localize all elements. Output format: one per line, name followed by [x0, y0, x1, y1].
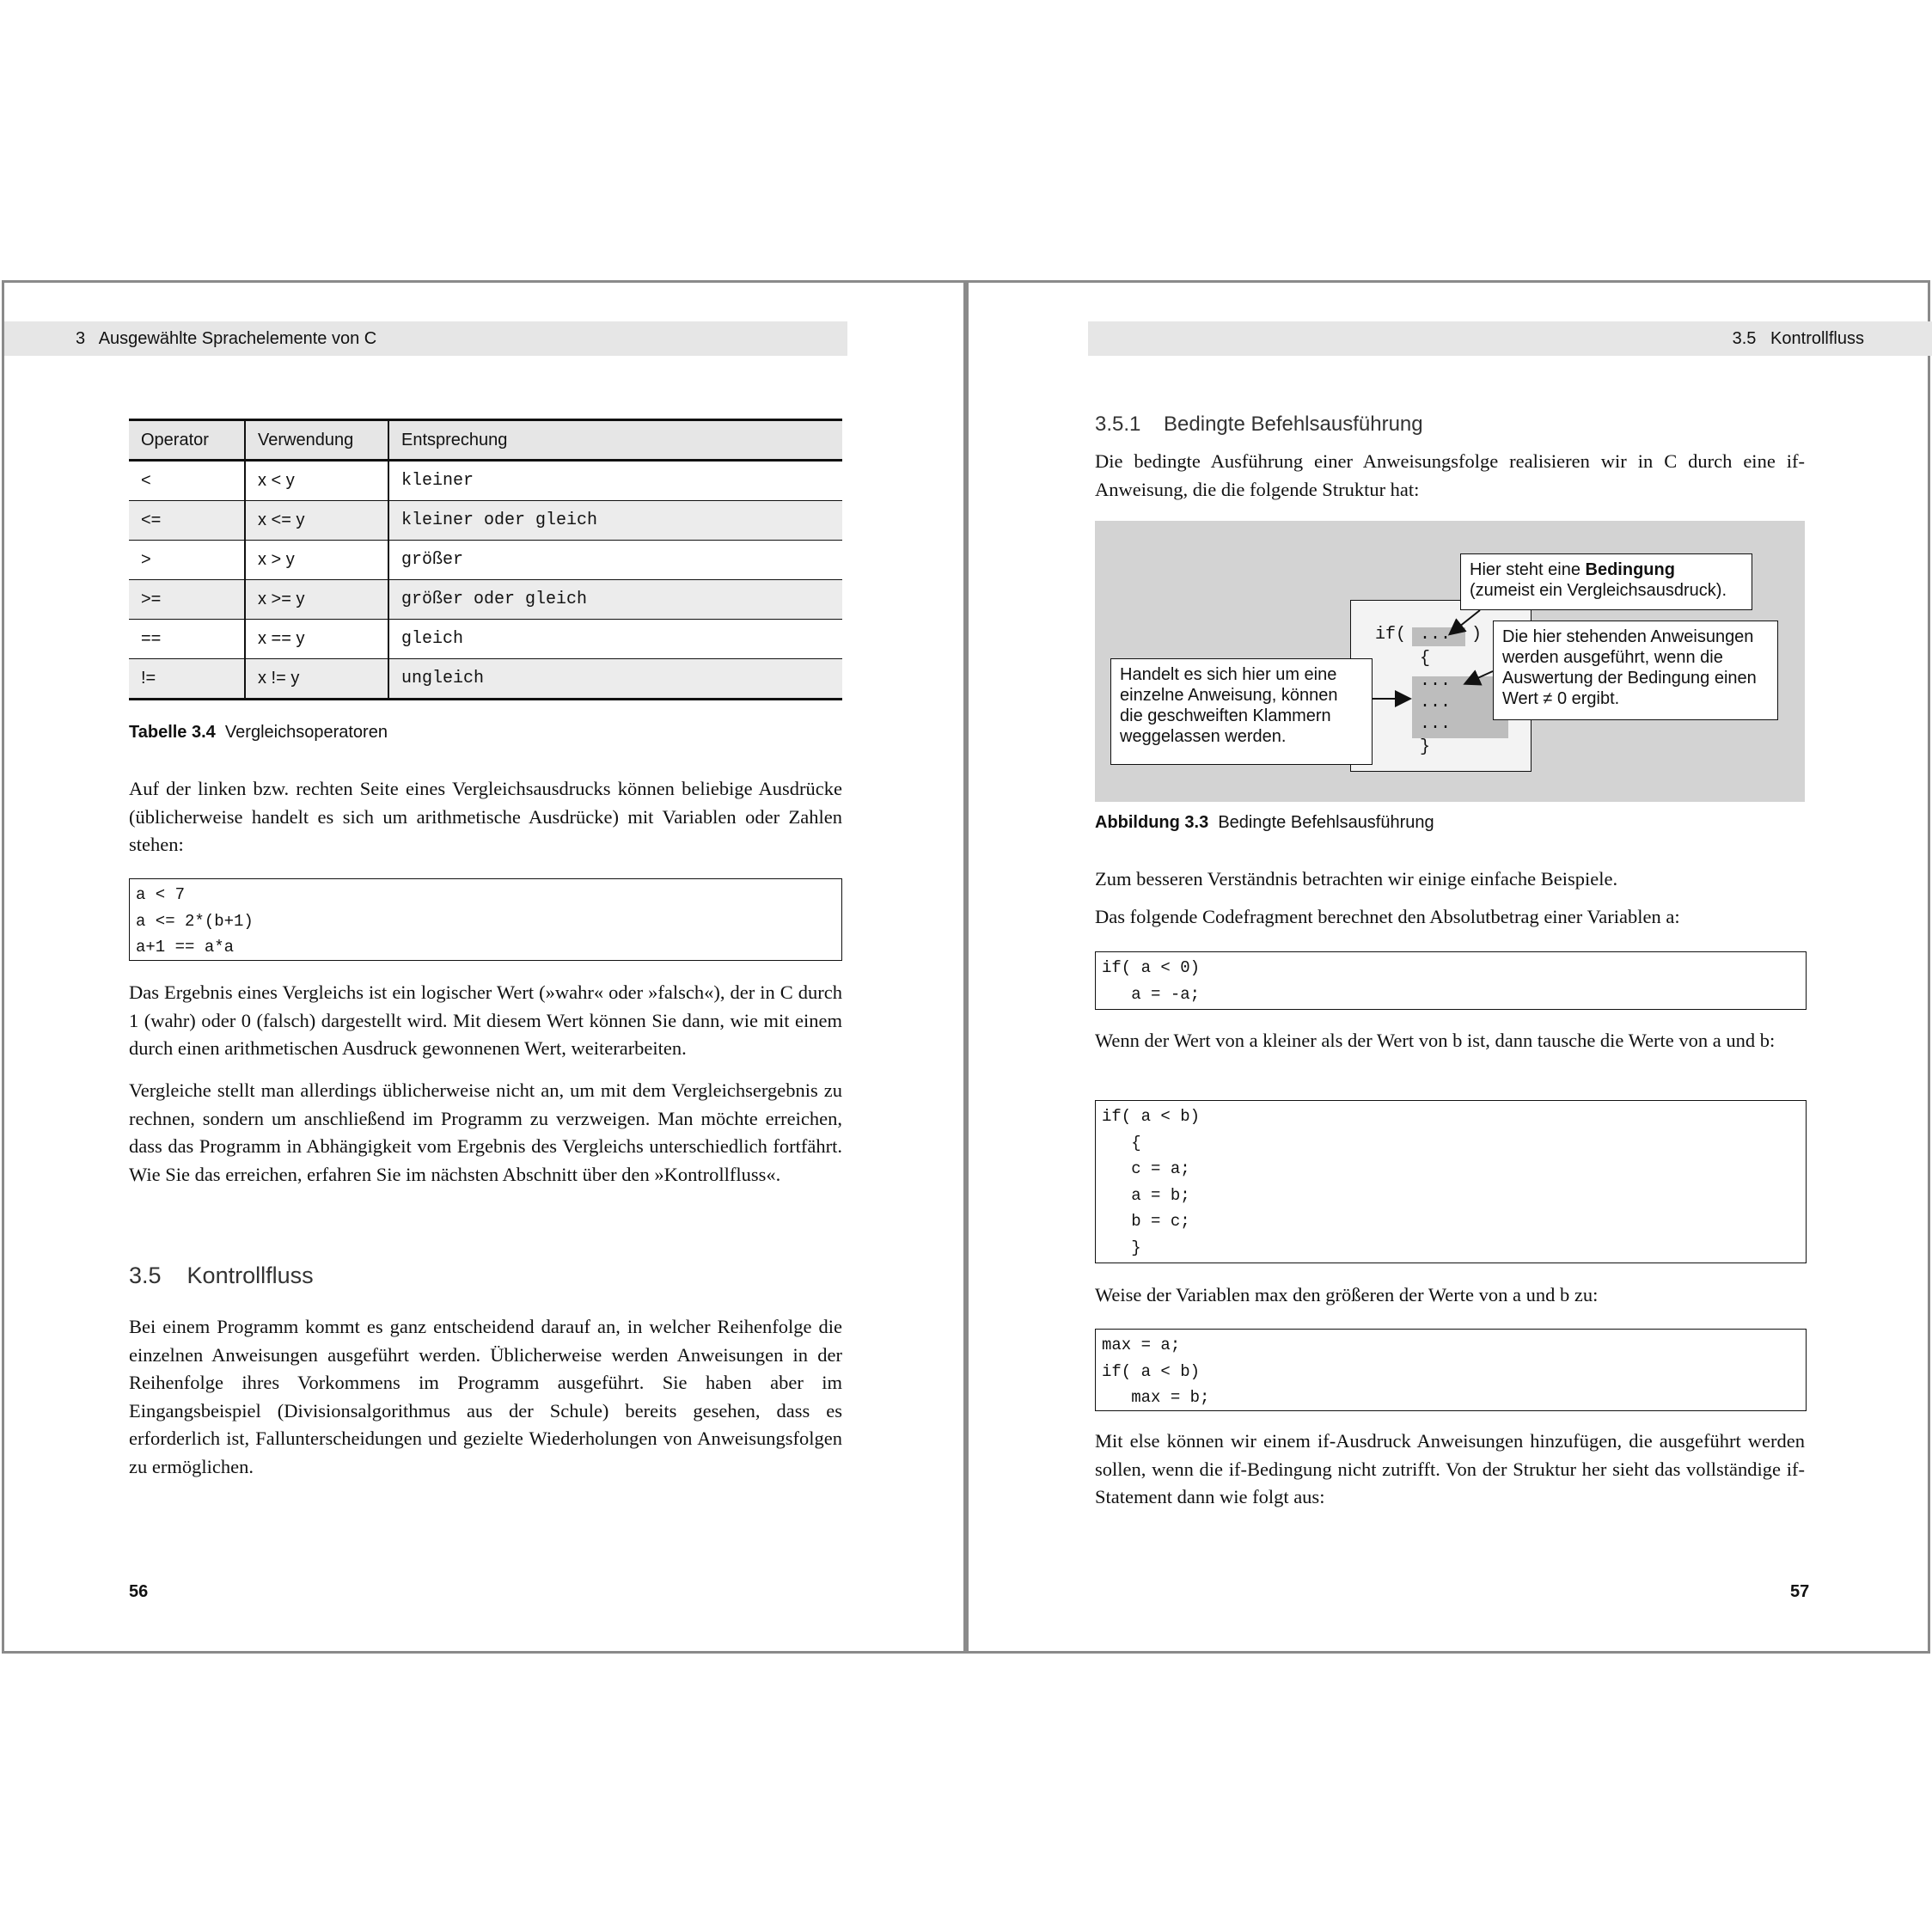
caption-text: Vergleichsoperatoren — [224, 723, 388, 742]
column-header: Entsprechung — [388, 420, 842, 461]
table-cell: größer — [388, 541, 842, 580]
code-block: max = a; if( a < b) max = b; — [1095, 1329, 1807, 1411]
table-row — [129, 461, 842, 501]
section-heading: 3.5 Kontrollfluss — [129, 1263, 314, 1288]
paragraph: Mit else können wir einem if-Ausdruck Anweisungen hinzufügen, die ausgeführt werden sollen, wenn die if-Bedingung nicht zutrifft. Von der Struktur her sieht das vollständige if-Statement dann wie folgt aus: — [1095, 1430, 1805, 1507]
caption-label: Abbildung 3.3 — [1095, 813, 1209, 832]
header-text: 3.5 Kontrollfluss — [1732, 329, 1864, 348]
table-cell: > — [129, 541, 245, 580]
table-cell: kleiner oder gleich — [388, 501, 842, 541]
subsection-heading: 3.5.1 Bedingte Befehlsausführung — [1095, 413, 1423, 436]
code-block: if( a < b) { c = a; a = b; b = c; } — [1095, 1100, 1807, 1263]
comparison-operators-table — [129, 419, 842, 700]
paragraph: Die bedingte Ausführung einer Anweisungsfolge realisieren wir in C durch eine if-Anweisung, die die folgende Struktur hat: — [1095, 450, 1805, 500]
right-page — [966, 280, 1930, 1654]
header-text: 3 Ausgewählte Sprachelemente von C — [76, 329, 377, 348]
table-cell: x != y — [245, 659, 388, 700]
code-open-brace: { — [1420, 649, 1431, 669]
paragraph: Zum besseren Verständnis betrachten wir einige einfache Beispiele. — [1095, 868, 1618, 890]
paragraph: Weise der Variablen max den größeren der Werte von a und b zu: — [1095, 1284, 1599, 1305]
table-cell: != — [129, 659, 245, 700]
callout-bold-text: Bedingung — [1585, 560, 1675, 579]
table-cell: == — [129, 620, 245, 659]
table-cell: x > y — [245, 541, 388, 580]
paragraph: Vergleiche stellt man allerdings üblicherweise nicht an, um mit dem Vergleichsergebnis zu rechnen, sondern um anschließend im Programm zu verzweigen. Man möchte erreichen, dass das Programm in Abhängigkeit vom Ergebnis des Vergleichs unterschiedlich fortfährt. Wie Sie das erreichen, erfahren Sie im nächsten Abschnitt über den »Kontrollfluss«. — [129, 1079, 842, 1185]
column-header: Operator — [129, 420, 245, 461]
code-if: if( — [1375, 625, 1407, 645]
paragraph: Wenn der Wert von a kleiner als der Wert von b ist, dann tausche die Werte von a und b: — [1095, 1030, 1776, 1051]
table-cell: größer oder gleich — [388, 580, 842, 620]
arrow-to-statements — [1466, 671, 1493, 683]
table-caption — [129, 723, 388, 743]
code-close-brace: } — [1420, 737, 1431, 757]
table-cell: >= — [129, 580, 245, 620]
paragraph: Das Ergebnis eines Vergleichs ist ein logischer Wert (»wahr« oder »falsch«), der in C durch 1 (wahr) oder 0 (falsch) dargestellt wird. Mit diesem Wert können Sie dann, wie mit einem durch einen arithmetischen Ausdruck gewonnenen Wert, weiterarbeiten. — [129, 981, 842, 1059]
table-cell: x < y — [245, 461, 388, 501]
code-statement: ... — [1420, 714, 1452, 734]
table-row — [129, 501, 842, 541]
table-row — [129, 541, 842, 580]
code-statement: ... — [1420, 671, 1452, 691]
caption-text: Bedingte Befehlsausführung — [1218, 813, 1434, 832]
running-header-right — [1088, 321, 1932, 356]
code-close-paren: ) — [1471, 625, 1483, 645]
caption-label: Tabelle 3.4 — [129, 723, 216, 742]
paragraph: Auf der linken bzw. rechten Seite eines Vergleichsausdrucks können beliebige Ausdrücke (üblicherweise handelt es sich um arithmetische Ausdrücke) mit Variablen oder Zahlen stehen: — [129, 778, 842, 855]
callout-arrows — [1095, 521, 1805, 802]
figure-caption — [1095, 813, 1434, 833]
table-cell: ungleich — [388, 659, 842, 700]
table-cell: kleiner — [388, 461, 842, 501]
table-row — [129, 620, 842, 659]
callout-text: Hier steht eine — [1470, 560, 1586, 579]
table-row — [129, 659, 842, 700]
table-cell: < — [129, 461, 245, 501]
code-block: if( a < 0) a = -a; — [1095, 951, 1807, 1010]
table-header-row — [129, 420, 842, 461]
table-cell: gleich — [388, 620, 842, 659]
callout-statements: Die hier stehenden Anweisungen werden ausgeführt, wenn die Auswertung der Bedingung einen Wert ≠ 0 ergibt. — [1493, 621, 1778, 720]
arrow-to-condition — [1451, 610, 1480, 633]
paragraph: Das folgende Codefragment berechnet den Absolutbetrag einer Variablen a: — [1095, 906, 1680, 927]
column-header: Verwendung — [245, 420, 388, 461]
table-cell: <= — [129, 501, 245, 541]
table-cell: x == y — [245, 620, 388, 659]
code-condition: ... — [1420, 625, 1452, 645]
code-block: a < 7 a <= 2*(b+1) a+1 == a*a — [129, 878, 842, 961]
table-cell: x <= y — [245, 501, 388, 541]
page-number: 57 — [1790, 1582, 1810, 1601]
callout-braces: Handelt es sich hier um eine einzelne Anweisung, können die geschweiften Klammern weggelassen werden. — [1110, 658, 1373, 765]
if-structure-figure — [1095, 521, 1805, 802]
left-page — [2, 280, 966, 1654]
table-row — [129, 580, 842, 620]
page-number: 56 — [129, 1582, 149, 1601]
table-cell: x >= y — [245, 580, 388, 620]
callout-text: (zumeist ein Vergleichsausdruck). — [1470, 581, 1727, 600]
paragraph: Bei einem Programm kommt es ganz entscheidend darauf an, in welcher Reihenfolge die einzelnen Anweisungen ausgeführt werden. Üblicherweise werden Anweisungen in der Reihenfolge ihres Vorkommens im Programm ausgeführt. Sie haben aber im Eingangsbeispiel (Divisionsalgorithmus aus der Schule) bereits gesehen, dass es erforderlich ist, Fallunterscheidungen und gezielte Wiederholungen von Anweisungsfolgen zu ermöglichen. — [129, 1316, 842, 1477]
running-header-left — [4, 321, 847, 356]
code-statement: ... — [1420, 693, 1452, 712]
